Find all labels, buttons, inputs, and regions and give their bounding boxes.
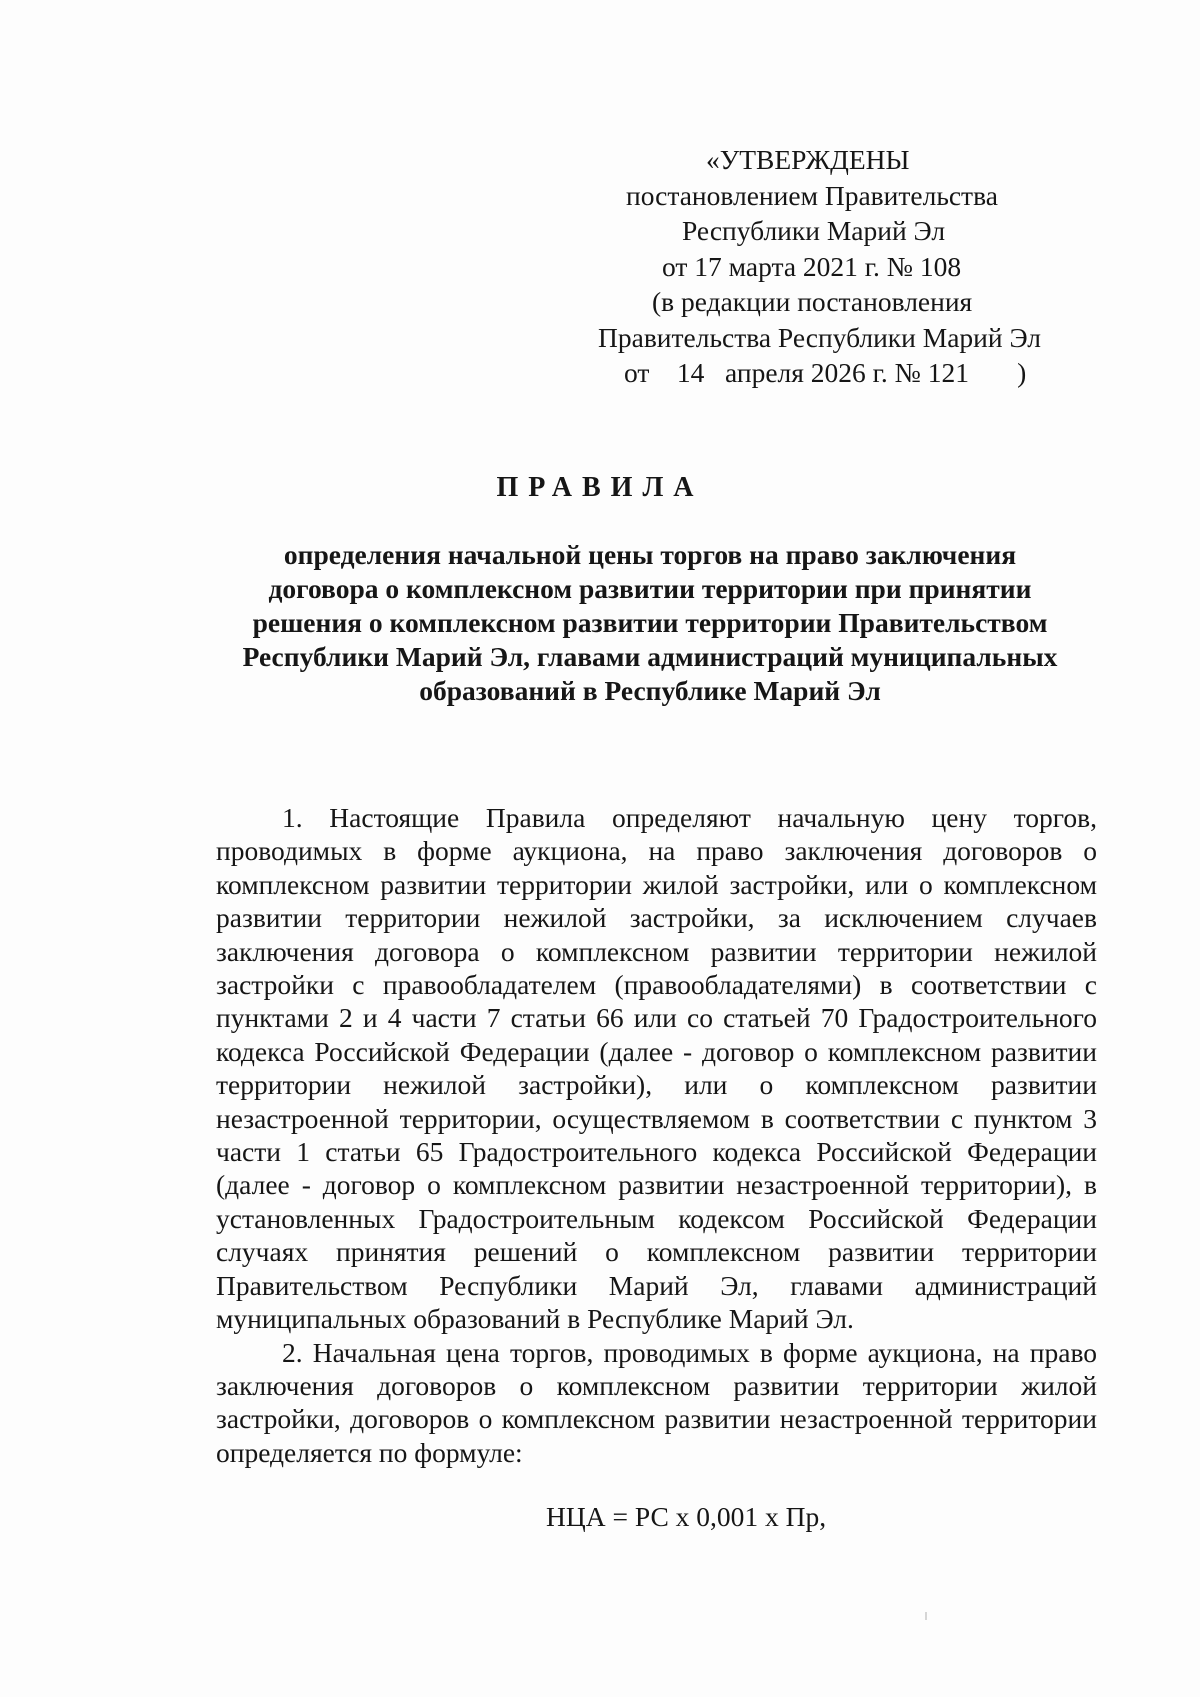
approval-line-approved: «УТВЕРЖДЕНЫ [706, 144, 910, 175]
subtitle-line: Республики Марий Эл, главами администраций муниципальных [242, 641, 1058, 672]
paragraph-2: 2. Начальная цена торгов, проводимых в форме аукциона, на право заключения договоров о комплексном развитии территории жилой застройки, договоров о комплексном развитии незастроенной территории определяется по формуле: [216, 1336, 1097, 1468]
subtitle-line: решения о комплексном развитии территории Правительством [252, 607, 1048, 638]
subtitle-line: образований в Республике Марий Эл [419, 675, 881, 706]
approval-line-republic: Республики Марий Эл [682, 215, 946, 246]
approval-stamp-block [598, 142, 1120, 391]
approval-line-edition: (в редакции постановления [652, 286, 973, 317]
document-title: ПРАВИЛА [496, 472, 704, 503]
document-subtitle [200, 538, 1100, 708]
subtitle-line: определения начальной цены торгов на право заключения [283, 539, 1017, 570]
approval-line-government: Правительства Республики Марий Эл [598, 321, 1041, 353]
document-body [216, 801, 1097, 1469]
approval-line-edition-date: от 14 апреля 2026 г. № 121 ) [624, 357, 1027, 388]
approval-line-date: от 17 марта 2021 г. № 108 [662, 250, 962, 282]
scan-speck-decoration [925, 1612, 927, 1620]
approval-line-resolution: постановлением Правительства [626, 179, 998, 211]
price-formula: НЦА = РС х 0,001 х Пр, [546, 1501, 827, 1532]
paragraph-1: 1. Настоящие Правила определяют начальную цену торгов, проводимых в форме аукциона, на право заключения договоров о комплексном развитии территории жилой застройки, или о комплексном развитии территории нежилой застройки, за исключением случаев заключения договора о комплексном развитии территории нежилой застройки с правообладателем (правообладателями) в соответствии с пунктами 2 и 4 части 7 статьи 66 или со статьей 70 Градостроительного кодекса Российской Федерации (далее - договор о комплексном развитии территории нежилой застройки), или о комплексном развитии незастроенной территории, осуществляемом в соответствии с пунктом 3 части 1 статьи 65 Градостроительного кодекса Российской Федерации (далее - договор о комплексном развитии незастроенной территории), в установленных Градостроительным кодексом Российской Федерации случаях принятия решений о комплексном развитии территории Правительством Республики Марий Эл, главами администраций муниципальных образований в Республике Марий Эл. [216, 802, 1097, 1335]
subtitle-line: договора о комплексном развитии территории при принятии [268, 573, 1032, 604]
